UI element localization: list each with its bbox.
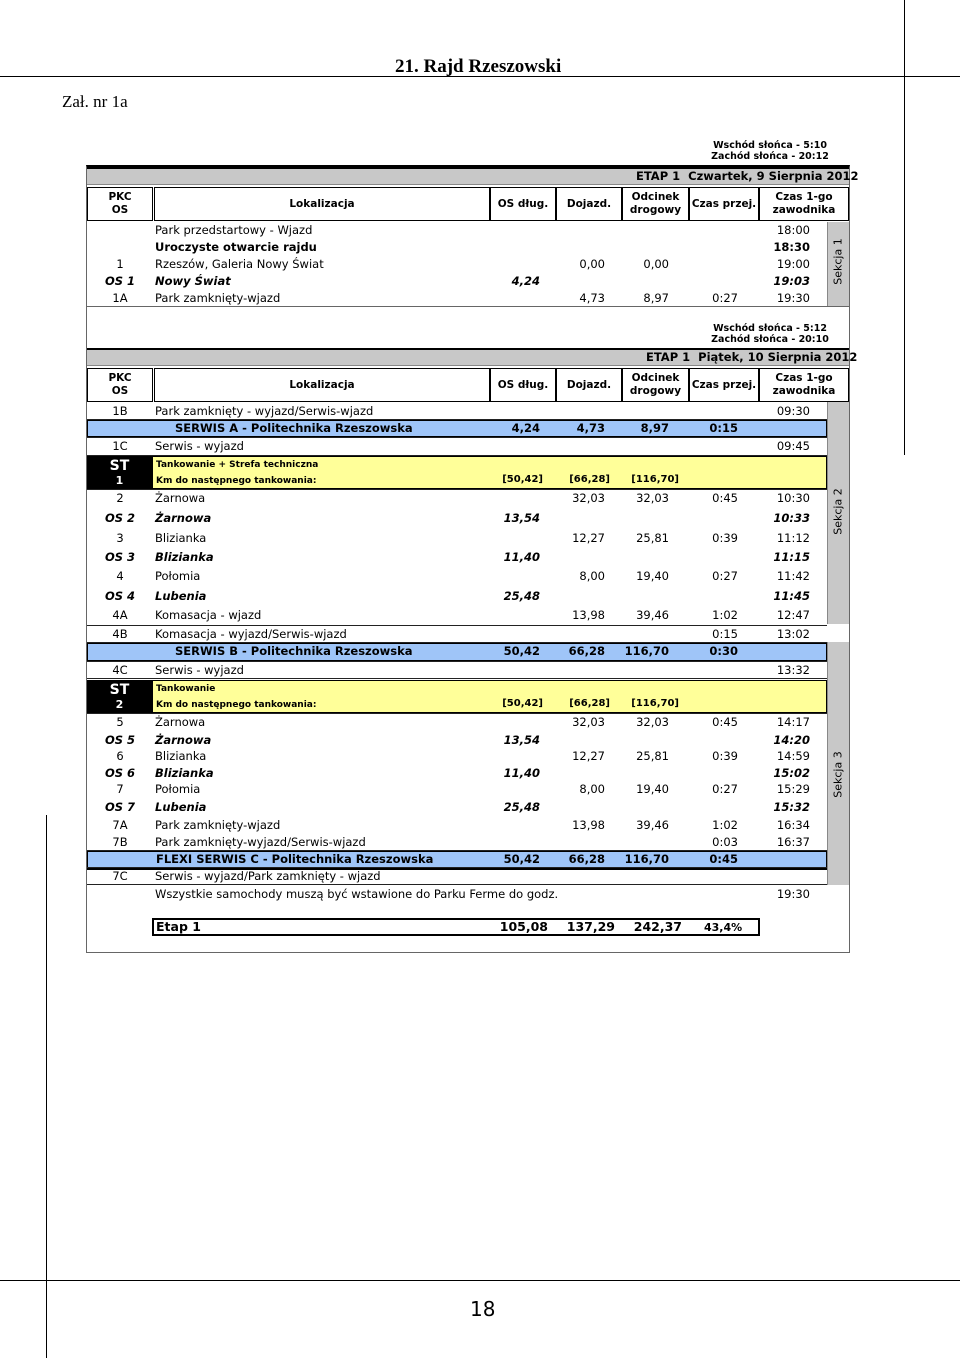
- rows2.3-fuel-line1: Tankowanie + Strefa techniczna: [156, 460, 319, 470]
- rows2.22-transit-time: 0:03: [712, 835, 738, 849]
- rows2.17-transit: 12,27: [572, 749, 605, 763]
- rows2.7-first-car-time: 11:15: [773, 550, 810, 564]
- rows2.23-transit-time: 0:45: [709, 852, 738, 866]
- day1.rows.4-transit: 4,73: [579, 291, 605, 305]
- rows2.12-transit: 66,28: [568, 644, 605, 658]
- header-czas-text-1: Czas przej.: [691, 197, 757, 210]
- rows2.16-first-car-time: 14:20: [773, 733, 810, 747]
- bottom-rule: [0, 1280, 960, 1281]
- rows2.17-location: Blizianka: [155, 749, 207, 763]
- header-doj: [556, 368, 622, 402]
- rows2.14-fuel-doj: [66,28]: [569, 698, 610, 709]
- rows2.14-service-tag: [87, 680, 152, 713]
- header-odc: [622, 368, 689, 402]
- header-loc-text-1: Lokalizacja: [289, 378, 355, 391]
- header-odc-text-1: Odcinek: [631, 372, 680, 384]
- rows2.21-transit-time: 1:02: [712, 818, 738, 832]
- rows2.0-first-car-time: 09:30: [776, 404, 810, 418]
- row-divider-9: [87, 850, 827, 851]
- header-loc: [154, 187, 490, 221]
- rows2.10-transit: 13,98: [572, 608, 605, 622]
- rows2.0-location: Park zamknięty - wyjazd/Serwis-wjazd: [155, 404, 374, 418]
- header-first: [759, 368, 849, 402]
- rows2.21-location: Park zamknięty-wjazd: [155, 818, 281, 832]
- day1-section-label: Sekcja 1: [831, 238, 845, 285]
- rows2.13-location: Serwis - wyjazd: [155, 663, 244, 677]
- rows2.4-location: Żarnowa: [155, 491, 206, 505]
- rows2.6-first-car-time: 11:12: [776, 531, 810, 545]
- rows2.16-pkc: OS 5: [104, 733, 136, 747]
- header-odc-text-1: Odcinek: [631, 191, 680, 203]
- rows2.23-transit: 66,28: [568, 852, 605, 866]
- rows2.20-os-length: 25,48: [503, 800, 540, 814]
- header-doj-text-1: Dojazd.: [566, 197, 612, 210]
- rows2.6-transit-time: 0:39: [712, 531, 738, 545]
- service-tag-number: 2: [115, 697, 124, 711]
- rows2.12-transit-time: 0:30: [709, 644, 738, 658]
- rows2.15-location: Żarnowa: [155, 715, 206, 729]
- rows2.12-service-label: SERWIS B - Politechnika Rzeszowska: [175, 644, 413, 658]
- header-loc-text-1: Lokalizacja: [289, 197, 355, 210]
- service-tag-st: ST: [109, 681, 130, 698]
- rows2.21-transit: 13,98: [572, 818, 605, 832]
- day1.rows.2-road-section: 0,00: [643, 257, 669, 271]
- rows2.3-fuel-os: [50,42]: [502, 474, 543, 485]
- rows2.10-first-car-time: 12:47: [776, 608, 810, 622]
- header-len: [490, 368, 556, 402]
- rows2.4-pkc: 2: [116, 491, 124, 505]
- rows2.19-transit: 8,00: [579, 782, 605, 796]
- rows2.10-transit-time: 1:02: [712, 608, 738, 622]
- rows2.18-first-car-time: 15:02: [773, 766, 810, 780]
- rows2.22-location: Park zamknięty-wyjazd/Serwis-wjazd: [155, 835, 366, 849]
- header-odc-text-2: drogowy: [629, 385, 682, 397]
- header-first-text-2: zawodnika: [772, 385, 836, 397]
- rows2.8-pkc: 4: [116, 569, 124, 583]
- rows2.10-road-section: 39,46: [636, 608, 669, 622]
- row-divider-2: [87, 455, 827, 456]
- rows2.19-road-section: 19,40: [636, 782, 669, 796]
- rows2.20-pkc: OS 7: [104, 800, 136, 814]
- rows2.4-road-section: 32,03: [636, 491, 669, 505]
- rows2.1-service-label: SERWIS A - Politechnika Rzeszowska: [175, 421, 413, 435]
- row-divider-8: [87, 713, 827, 714]
- rows2.10-location: Komasacja - wjazd: [155, 608, 262, 622]
- day1.rows.2-pkc: 1: [116, 257, 124, 271]
- day1.rows.1-location: Uroczyste otwarcie rajdu: [155, 240, 317, 254]
- day1-stage-title: ETAP 1 Czwartek, 9 Sierpnia 2012: [636, 169, 859, 183]
- rows2.14-fuel-line2: Km do następnego tankowania:: [156, 700, 317, 710]
- rows2.1-road-section: 8,97: [640, 421, 669, 435]
- rows2.15-transit-time: 0:45: [712, 715, 738, 729]
- header-doj-text-1: Dojazd.: [566, 378, 612, 391]
- rows2.15-transit: 32,03: [572, 715, 605, 729]
- rows2.18-pkc: OS 6: [104, 766, 136, 780]
- rows2.5-first-car-time: 10:33: [773, 511, 810, 525]
- header-first-text-1: Czas 1-go: [775, 372, 833, 384]
- summary-pct: 43,4%: [704, 921, 743, 934]
- rows2.11-first-car-time: 13:02: [776, 627, 810, 641]
- day1.rows.4-location: Park zamknięty-wjazd: [155, 291, 281, 305]
- rows2.5-location: Żarnowa: [155, 511, 212, 525]
- annex-label: Zał. nr 1a: [62, 92, 128, 111]
- day1.rows.4-road-section: 8,97: [643, 291, 669, 305]
- header-pkc-text-2: OS: [111, 385, 129, 397]
- rows2.2-pkc: 1C: [112, 439, 128, 453]
- rows2.20-location: Lubenia: [155, 800, 207, 814]
- rows2.9-pkc: OS 4: [104, 589, 136, 603]
- rows2.9-os-length: 25,48: [503, 589, 540, 603]
- rows2.19-first-car-time: 15:29: [776, 782, 810, 796]
- rows2.3-service-tag: [87, 456, 152, 489]
- row-divider-6: [87, 661, 827, 662]
- rows2.11-pkc: 4B: [112, 627, 128, 641]
- header-pkc-text-1: PKC: [108, 372, 132, 384]
- left-vertical-rule: [46, 815, 47, 1358]
- row-divider-7: [87, 678, 827, 679]
- rows2.19-pkc: 7: [116, 782, 124, 796]
- rows2.24-pkc: 7C: [112, 869, 128, 883]
- rows2.18-location: Blizianka: [155, 766, 214, 780]
- rows2.5-pkc: OS 2: [104, 511, 136, 525]
- rows2.8-first-car-time: 11:42: [776, 569, 810, 583]
- day1.rows.1-first-car-time: 18:30: [773, 240, 810, 254]
- header-loc: [154, 368, 490, 402]
- rows2.3-fuel-line2: Km do następnego tankowania:: [156, 476, 317, 486]
- rows2.4-first-car-time: 10:30: [776, 491, 810, 505]
- day1.rows.2-transit: 0,00: [579, 257, 605, 271]
- day2-stage-title: ETAP 1 Piątek, 10 Sierpnia 2012: [646, 350, 858, 364]
- header-czas-text-1: Czas przej.: [691, 378, 757, 391]
- rows2.7-location: Blizianka: [155, 550, 214, 564]
- rows2.17-road-section: 25,81: [636, 749, 669, 763]
- rows2.17-pkc: 6: [116, 749, 124, 763]
- day1.rows.4-pkc: 1A: [112, 291, 128, 305]
- day1.rows.2-first-car-time: 19:00: [776, 257, 810, 271]
- rows2.24-location: Serwis - wyjazd/Park zamknięty - wjazd: [155, 869, 381, 883]
- rows2.1-os-length: 4,24: [511, 421, 540, 435]
- row-divider-3: [87, 489, 827, 490]
- service-tag-st: ST: [109, 457, 130, 474]
- day1.rows.3-first-car-time: 19:03: [773, 274, 810, 288]
- day1.rows.4-transit-time: 0:27: [712, 291, 738, 305]
- header-odc-text-2: drogowy: [629, 204, 682, 216]
- row-divider-1: [87, 437, 827, 438]
- rows2.17-first-car-time: 14:59: [776, 749, 810, 763]
- rows2.15-road-section: 32,03: [636, 715, 669, 729]
- rows2.11-location: Komasacja - wyjazd/Serwis-wjazd: [155, 627, 347, 641]
- summary-odc: 242,37: [633, 919, 682, 934]
- rows2.3-fuel-doj: [66,28]: [569, 474, 610, 485]
- rows2.13-pkc: 4C: [112, 663, 128, 677]
- rows2.6-location: Blizianka: [155, 531, 207, 545]
- rows2.16-os-length: 13,54: [503, 733, 540, 747]
- header-first-text-2: zawodnika: [772, 204, 836, 216]
- rows2.19-transit-time: 0:27: [712, 782, 738, 796]
- row-divider-5: [87, 642, 827, 643]
- rows2.2-location: Serwis - wyjazd: [155, 439, 244, 453]
- day1-sunrise: Wschód słońca - 5:10: [713, 140, 827, 151]
- rows2.25-location: Wszystkie samochody muszą być wstawione do Parku Ferme do godz.: [155, 887, 559, 901]
- rows2.2-first-car-time: 09:45: [776, 439, 810, 453]
- day1.rows.3-pkc: OS 1: [104, 274, 136, 288]
- day1.rows.3-os-length: 4,24: [511, 274, 540, 288]
- rows2.23-service-label: FLEXI SERWIS C - Politechnika Rzeszowska: [156, 852, 434, 866]
- row-divider-0: [87, 419, 827, 420]
- day1.rows.4-first-car-time: 19:30: [776, 291, 810, 305]
- header-first-text-1: Czas 1-go: [775, 191, 833, 203]
- header-len-text-1: OS dług.: [497, 197, 549, 210]
- day2-section2-label: Sekcja 2: [831, 488, 845, 535]
- document-title: 21. Rajd Rzeszowski: [395, 56, 562, 77]
- day2-sunrise: Wschód słońca - 5:12: [713, 323, 827, 334]
- rows2.7-pkc: OS 3: [104, 550, 136, 564]
- header-len-text-1: OS dług.: [497, 378, 549, 391]
- rows2.14-fuel-odc: [116,70]: [631, 698, 679, 709]
- header-pkc: [87, 187, 153, 221]
- summary-os: 105,08: [499, 919, 548, 934]
- rows2.5-os-length: 13,54: [503, 511, 540, 525]
- rows2.13-first-car-time: 13:32: [776, 663, 810, 677]
- rows2.20-first-car-time: 15:32: [773, 800, 810, 814]
- rows2.22-first-car-time: 16:37: [776, 835, 810, 849]
- row-divider-11: [87, 884, 827, 885]
- row-divider-4: [87, 625, 827, 626]
- rows2.22-pkc: 7B: [112, 835, 128, 849]
- header-pkc-text-2: OS: [111, 204, 129, 216]
- rows2.14-fuel-line1: Tankowanie: [156, 684, 216, 694]
- day1.rows.0-first-car-time: 18:00: [776, 223, 810, 237]
- day1.rows.3-location: Nowy Świat: [155, 274, 231, 288]
- rows2.25-first-car-time: 19:30: [776, 887, 810, 901]
- right-vertical-rule: [904, 0, 905, 455]
- rows2.21-first-car-time: 16:34: [776, 818, 810, 832]
- rows2.4-transit: 32,03: [572, 491, 605, 505]
- rows2.6-transit: 12,27: [572, 531, 605, 545]
- rows2.8-location: Połomia: [155, 569, 201, 583]
- rows2.1-transit: 4,73: [576, 421, 605, 435]
- header-czas: [689, 368, 759, 402]
- day1.rows.0-location: Park przedstartowy - Wjazd: [155, 223, 313, 237]
- day1-sunset: Zachód słońca - 20:12: [711, 151, 829, 162]
- rows2.7-os-length: 11,40: [503, 550, 540, 564]
- rows2.12-road-section: 116,70: [624, 644, 669, 658]
- rows2.10-pkc: 4A: [112, 608, 128, 622]
- rows2.3-fuel-odc: [116,70]: [631, 474, 679, 485]
- header-czas: [689, 187, 759, 221]
- rows2.6-pkc: 3: [116, 531, 124, 545]
- rows2.0-pkc: 1B: [112, 404, 128, 418]
- page-number: 18: [470, 1297, 496, 1321]
- rows2.8-road-section: 19,40: [636, 569, 669, 583]
- rows2.9-first-car-time: 11:45: [773, 589, 810, 603]
- rows2.18-os-length: 11,40: [503, 766, 540, 780]
- header-doj: [556, 187, 622, 221]
- summary-label: Etap 1: [156, 919, 201, 934]
- rows2.14-fuel-os: [50,42]: [502, 698, 543, 709]
- day2-section3-label: Sekcja 3: [831, 751, 845, 798]
- rows2.15-pkc: 5: [116, 715, 124, 729]
- header-odc: [622, 187, 689, 221]
- rows2.6-road-section: 25,81: [636, 531, 669, 545]
- rows2.23-road-section: 116,70: [624, 852, 669, 866]
- rows2.11-transit-time: 0:15: [712, 627, 738, 641]
- rows2.8-transit: 8,00: [579, 569, 605, 583]
- rows2.12-os-length: 50,42: [503, 644, 540, 658]
- rows2.8-transit-time: 0:27: [712, 569, 738, 583]
- day2-sunset: Zachód słońca - 20:10: [711, 334, 829, 345]
- rows2.1-transit-time: 0:15: [709, 421, 738, 435]
- rows2.21-road-section: 39,46: [636, 818, 669, 832]
- rows2.16-location: Żarnowa: [155, 733, 212, 747]
- rows2.19-location: Połomia: [155, 782, 201, 796]
- rows2.9-location: Lubenia: [155, 589, 207, 603]
- header-pkc: [87, 368, 153, 402]
- rows2.15-first-car-time: 14:17: [776, 715, 810, 729]
- header-pkc-text-1: PKC: [108, 191, 132, 203]
- rows2.23-os-length: 50,42: [503, 852, 540, 866]
- rows2.17-transit-time: 0:39: [712, 749, 738, 763]
- day1.rows.2-location: Rzeszów, Galeria Nowy Świat: [155, 257, 324, 271]
- service-tag-number: 1: [115, 473, 124, 487]
- row-divider-10: [87, 867, 827, 868]
- header-len: [490, 187, 556, 221]
- rows2.21-pkc: 7A: [112, 818, 128, 832]
- rows2.4-transit-time: 0:45: [712, 491, 738, 505]
- summary-doj: 137,29: [566, 919, 615, 934]
